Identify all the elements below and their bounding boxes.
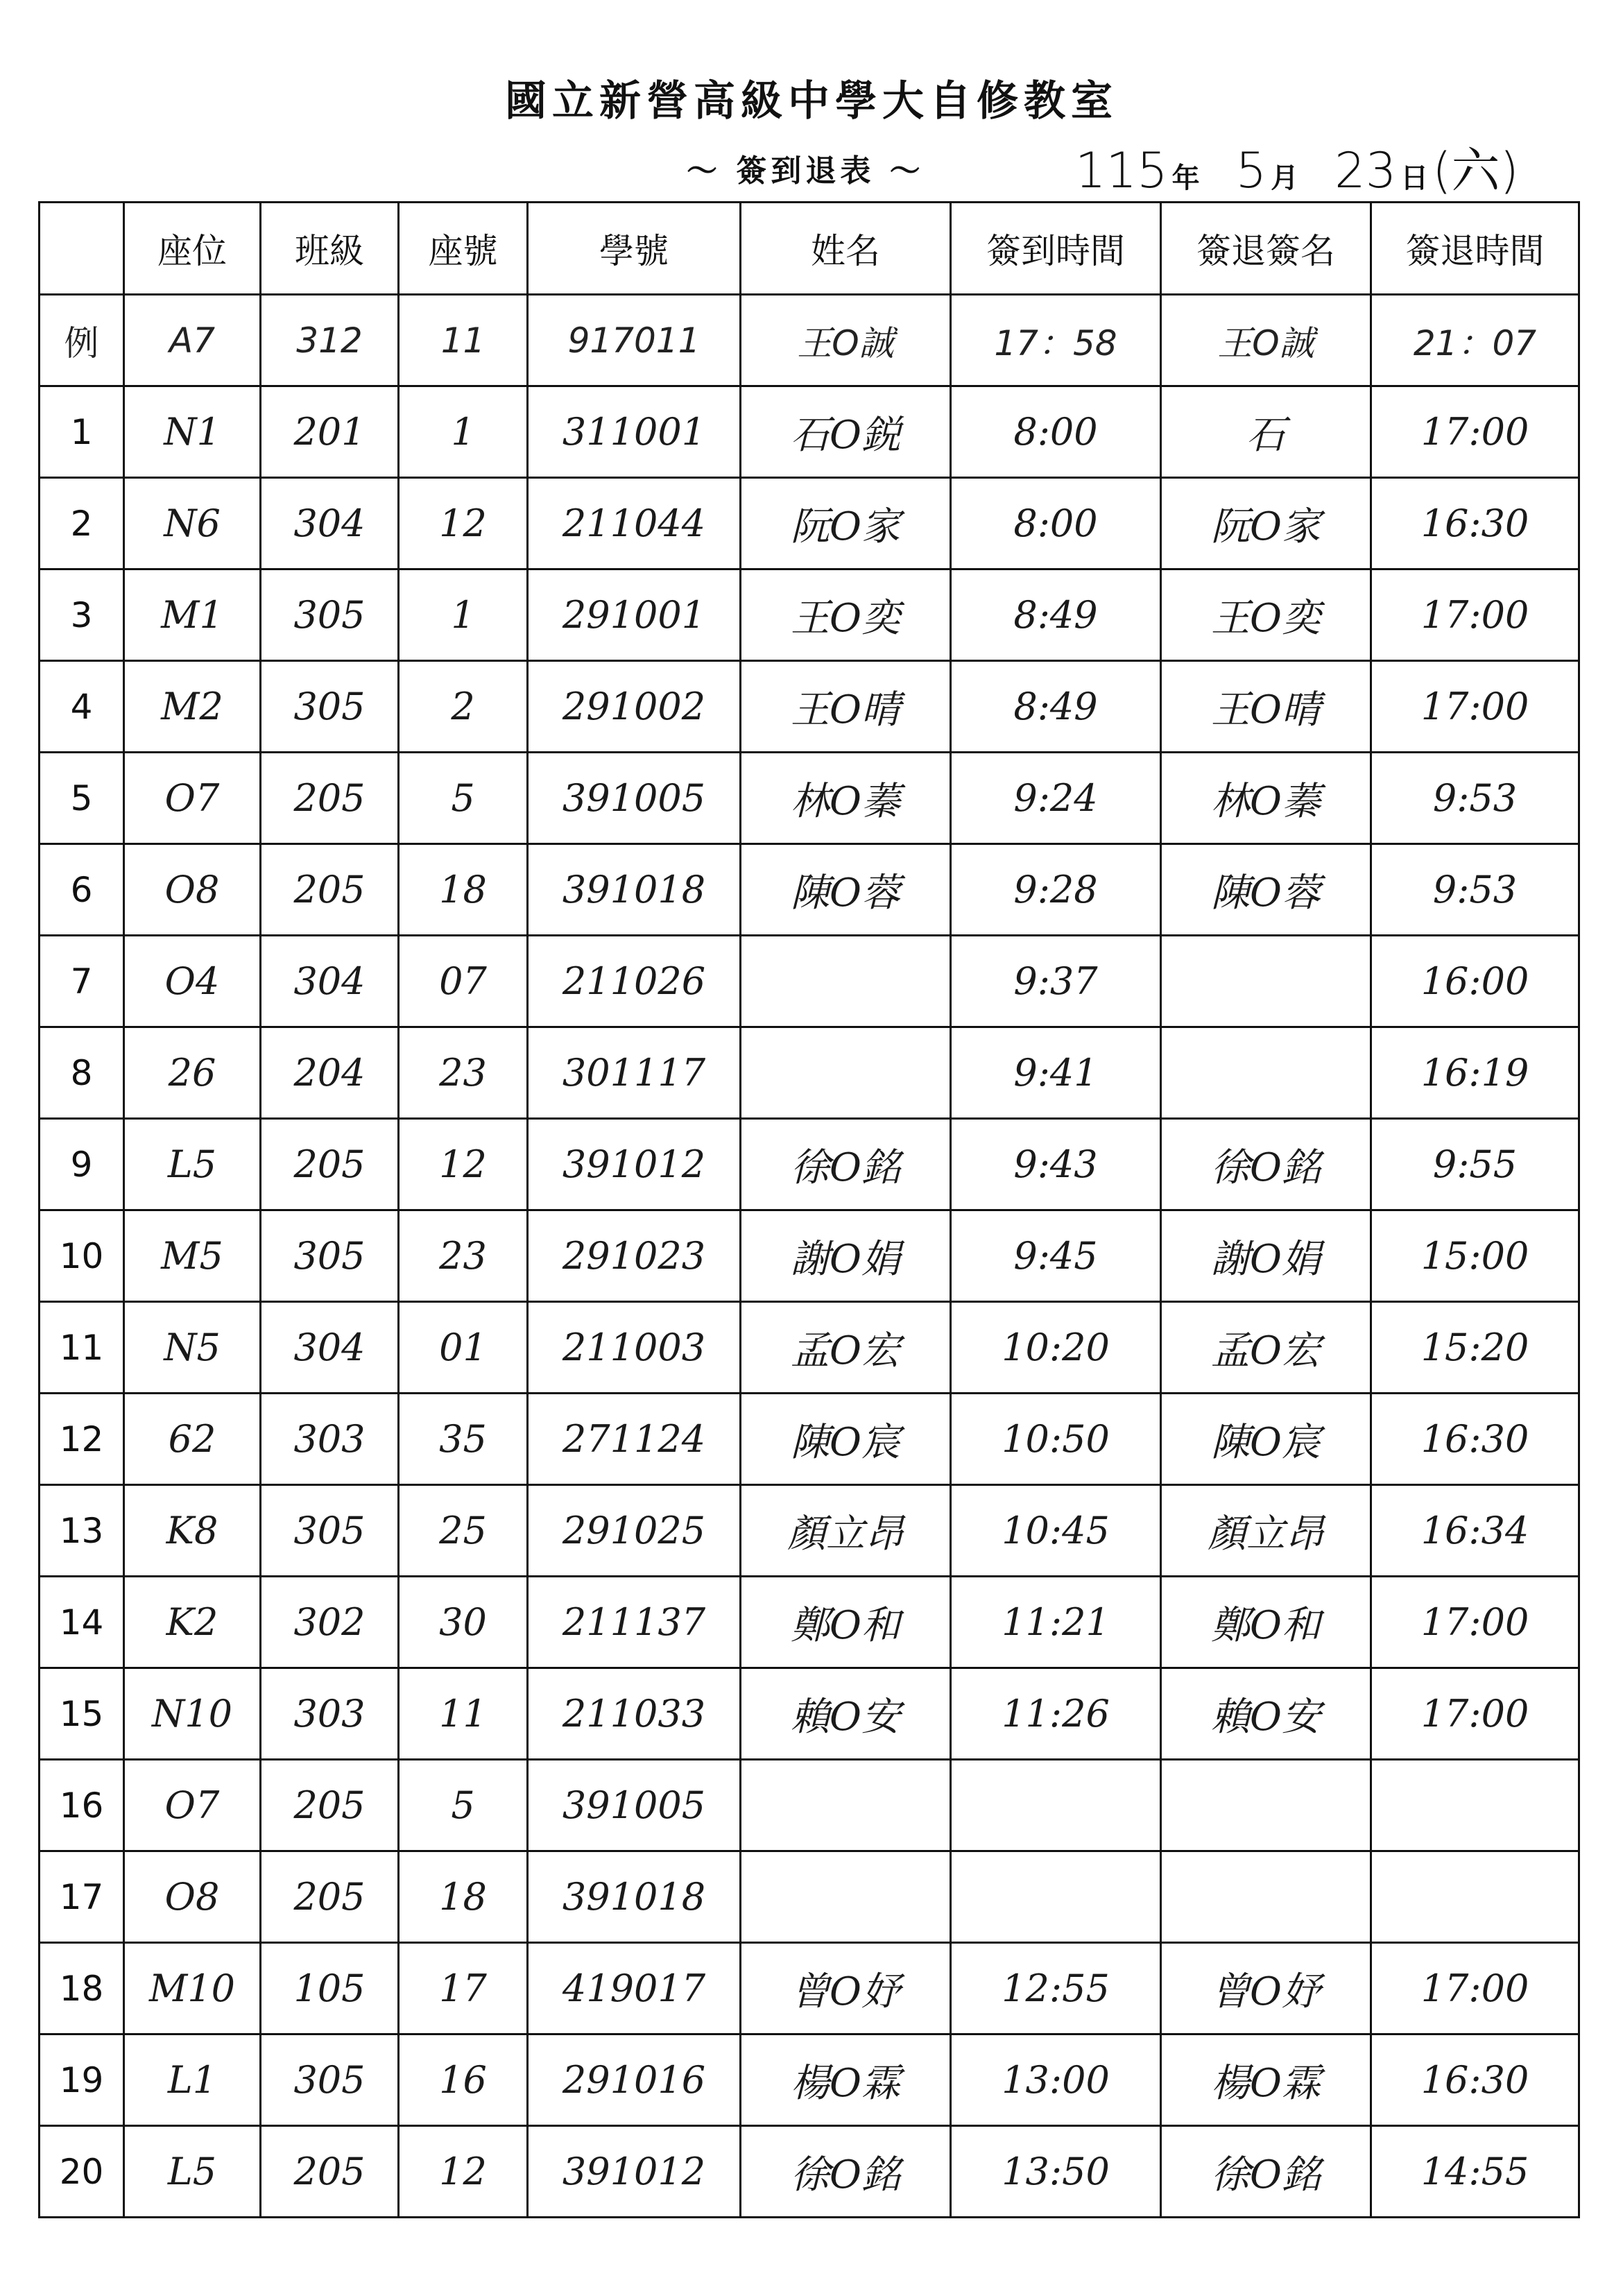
row-number: 17 bbox=[40, 1851, 124, 1943]
sign-out-signature-cell: 陳O宸 bbox=[1161, 1394, 1371, 1485]
sign-out-time-cell: 17:00 bbox=[1371, 1668, 1579, 1760]
name-cell: 徐O銘 bbox=[741, 2126, 951, 2218]
sign-out-time-cell: 17:00 bbox=[1371, 1943, 1579, 2034]
class-cell: 303 bbox=[261, 1668, 399, 1760]
row-number: 9 bbox=[40, 1119, 124, 1210]
date-year-label: 年 bbox=[1171, 162, 1200, 194]
seat-no-cell: 30 bbox=[399, 1577, 528, 1668]
sign-in-time-cell: 13:50 bbox=[951, 2126, 1161, 2218]
seat-no-cell: 18 bbox=[399, 1851, 528, 1943]
name-cell: 林O蓁 bbox=[741, 753, 951, 844]
name-cell: 陳O宸 bbox=[741, 1394, 951, 1485]
student-id-cell: 291025 bbox=[528, 1485, 741, 1577]
table-row bbox=[40, 1119, 1579, 1210]
class-cell: 205 bbox=[261, 844, 399, 936]
col-student-id: 學號 bbox=[528, 203, 741, 295]
student-id-cell: 311001 bbox=[528, 386, 741, 478]
sign-in-time-cell: 8:49 bbox=[951, 661, 1161, 753]
col-class: 班級 bbox=[261, 203, 399, 295]
date-month-label: 月 bbox=[1271, 162, 1299, 194]
date-day-label: 日 bbox=[1400, 162, 1429, 194]
sign-out-signature-cell bbox=[1161, 1760, 1371, 1851]
col-sign-in-time: 簽到時間 bbox=[951, 203, 1161, 295]
table-row bbox=[40, 1668, 1579, 1760]
class-cell: 205 bbox=[261, 1760, 399, 1851]
row-number: 13 bbox=[40, 1485, 124, 1577]
example-sign-in-time: 17：58 bbox=[951, 295, 1161, 386]
table-row bbox=[40, 1577, 1579, 1668]
sign-out-signature-cell bbox=[1161, 1851, 1371, 1943]
col-sign-out-signature: 簽退簽名 bbox=[1161, 203, 1371, 295]
sign-out-time-cell: 9:53 bbox=[1371, 753, 1579, 844]
class-cell: 204 bbox=[261, 1027, 399, 1119]
sign-in-time-cell: 10:20 bbox=[951, 1302, 1161, 1394]
name-cell: 曾O妤 bbox=[741, 1943, 951, 2034]
class-cell: 205 bbox=[261, 1119, 399, 1210]
table-row bbox=[40, 1027, 1579, 1119]
col-seat: 座位 bbox=[124, 203, 261, 295]
student-id-cell: 211026 bbox=[528, 936, 741, 1027]
name-cell: 陳O蓉 bbox=[741, 844, 951, 936]
seat-no-cell: 17 bbox=[399, 1943, 528, 2034]
seat-cell: K8 bbox=[124, 1485, 261, 1577]
sign-out-signature-cell: 徐O銘 bbox=[1161, 2126, 1371, 2218]
sign-in-time-cell bbox=[951, 1760, 1161, 1851]
student-id-cell: 291023 bbox=[528, 1210, 741, 1302]
sign-in-time-cell: 13:00 bbox=[951, 2034, 1161, 2126]
sign-in-time-cell: 11:26 bbox=[951, 1668, 1161, 1760]
sign-out-time-cell: 9:55 bbox=[1371, 1119, 1579, 1210]
table-row bbox=[40, 753, 1579, 844]
header-row bbox=[40, 203, 1579, 295]
class-cell: 304 bbox=[261, 1302, 399, 1394]
table-row bbox=[40, 1210, 1579, 1302]
name-cell bbox=[741, 1851, 951, 1943]
seat-cell: O7 bbox=[124, 1760, 261, 1851]
seat-no-cell: 23 bbox=[399, 1210, 528, 1302]
class-cell: 305 bbox=[261, 661, 399, 753]
example-label: 例 bbox=[40, 295, 124, 386]
sign-in-time-cell: 12:55 bbox=[951, 1943, 1161, 2034]
seat-cell: 62 bbox=[124, 1394, 261, 1485]
name-cell bbox=[741, 936, 951, 1027]
sign-out-signature-cell: 陳O蓉 bbox=[1161, 844, 1371, 936]
name-cell: 賴O安 bbox=[741, 1668, 951, 1760]
seat-no-cell: 25 bbox=[399, 1485, 528, 1577]
table-row bbox=[40, 569, 1579, 661]
sign-out-signature-cell: 阮O家 bbox=[1161, 478, 1371, 569]
row-number: 16 bbox=[40, 1760, 124, 1851]
sign-out-time-cell: 16:34 bbox=[1371, 1485, 1579, 1577]
sign-out-time-cell: 17:00 bbox=[1371, 569, 1579, 661]
sign-in-time-cell: 8:49 bbox=[951, 569, 1161, 661]
table-row bbox=[40, 1760, 1579, 1851]
seat-no-cell: 5 bbox=[399, 753, 528, 844]
row-number: 5 bbox=[40, 753, 124, 844]
table-row bbox=[40, 478, 1579, 569]
sign-out-signature-cell: 顏立昂 bbox=[1161, 1485, 1371, 1577]
seat-cell: M5 bbox=[124, 1210, 261, 1302]
sign-in-time-cell: 9:43 bbox=[951, 1119, 1161, 1210]
table-row bbox=[40, 1943, 1579, 2034]
table-row bbox=[40, 1302, 1579, 1394]
class-cell: 205 bbox=[261, 1851, 399, 1943]
example-sign-out-signature: 王O誠 bbox=[1161, 295, 1371, 386]
seat-cell: N5 bbox=[124, 1302, 261, 1394]
sign-out-time-cell: 16:00 bbox=[1371, 936, 1579, 1027]
sign-out-time-cell bbox=[1371, 1851, 1579, 1943]
class-cell: 305 bbox=[261, 569, 399, 661]
seat-cell: L5 bbox=[124, 1119, 261, 1210]
table-row bbox=[40, 936, 1579, 1027]
class-cell: 201 bbox=[261, 386, 399, 478]
student-id-cell: 291001 bbox=[528, 569, 741, 661]
col-sign-out-time: 簽退時間 bbox=[1371, 203, 1579, 295]
student-id-cell: 271124 bbox=[528, 1394, 741, 1485]
example-name: 王O誠 bbox=[741, 295, 951, 386]
student-id-cell: 211044 bbox=[528, 478, 741, 569]
student-id-cell: 291002 bbox=[528, 661, 741, 753]
student-id-cell: 291016 bbox=[528, 2034, 741, 2126]
sign-out-signature-cell: 王O奕 bbox=[1161, 569, 1371, 661]
seat-no-cell: 1 bbox=[399, 569, 528, 661]
sign-in-time-cell: 9:28 bbox=[951, 844, 1161, 936]
row-number: 2 bbox=[40, 478, 124, 569]
table-row bbox=[40, 844, 1579, 936]
row-number: 14 bbox=[40, 1577, 124, 1668]
seat-no-cell: 12 bbox=[399, 478, 528, 569]
student-id-cell: 391005 bbox=[528, 1760, 741, 1851]
sign-out-signature-cell bbox=[1161, 1027, 1371, 1119]
row-number: 7 bbox=[40, 936, 124, 1027]
sign-in-time-cell: 11:21 bbox=[951, 1577, 1161, 1668]
sign-in-time-cell: 10:45 bbox=[951, 1485, 1161, 1577]
student-id-cell: 419017 bbox=[528, 1943, 741, 2034]
sign-in-time-cell: 8:00 bbox=[951, 386, 1161, 478]
table-row bbox=[40, 386, 1579, 478]
sign-in-time-cell: 10:50 bbox=[951, 1394, 1161, 1485]
row-number: 8 bbox=[40, 1027, 124, 1119]
example-seat-no: 11 bbox=[399, 295, 528, 386]
sign-out-time-cell: 15:20 bbox=[1371, 1302, 1579, 1394]
name-cell: 徐O銘 bbox=[741, 1119, 951, 1210]
sign-in-time-cell: 9:41 bbox=[951, 1027, 1161, 1119]
sign-in-table bbox=[38, 201, 1580, 2218]
sign-out-signature-cell bbox=[1161, 936, 1371, 1027]
class-cell: 205 bbox=[261, 753, 399, 844]
seat-cell: M2 bbox=[124, 661, 261, 753]
class-cell: 205 bbox=[261, 2126, 399, 2218]
class-cell: 302 bbox=[261, 1577, 399, 1668]
col-seat-no: 座號 bbox=[399, 203, 528, 295]
name-cell: 顏立昂 bbox=[741, 1485, 951, 1577]
table-row bbox=[40, 2126, 1579, 2218]
class-cell: 304 bbox=[261, 936, 399, 1027]
seat-no-cell: 16 bbox=[399, 2034, 528, 2126]
date-day: 23 bbox=[1334, 142, 1397, 199]
example-sign-out-time: 21：07 bbox=[1371, 295, 1579, 386]
sign-out-signature-cell: 曾O妤 bbox=[1161, 1943, 1371, 2034]
seat-no-cell: 18 bbox=[399, 844, 528, 936]
sign-out-signature-cell: 王O晴 bbox=[1161, 661, 1371, 753]
example-seat: A7 bbox=[124, 295, 261, 386]
table-row bbox=[40, 661, 1579, 753]
row-number: 15 bbox=[40, 1668, 124, 1760]
seat-cell: N10 bbox=[124, 1668, 261, 1760]
seat-no-cell: 07 bbox=[399, 936, 528, 1027]
name-cell: 楊O霖 bbox=[741, 2034, 951, 2126]
row-number: 19 bbox=[40, 2034, 124, 2126]
date-year: 115 bbox=[1075, 142, 1168, 199]
example-student-id: 917011 bbox=[528, 295, 741, 386]
table-row bbox=[40, 1851, 1579, 1943]
sign-out-time-cell: 16:30 bbox=[1371, 478, 1579, 569]
student-id-cell: 391012 bbox=[528, 1119, 741, 1210]
sign-in-time-cell bbox=[951, 1851, 1161, 1943]
class-cell: 305 bbox=[261, 1210, 399, 1302]
row-number: 1 bbox=[40, 386, 124, 478]
seat-no-cell: 35 bbox=[399, 1394, 528, 1485]
name-cell: 鄭O和 bbox=[741, 1577, 951, 1668]
seat-cell: M10 bbox=[124, 1943, 261, 2034]
seat-cell: N1 bbox=[124, 386, 261, 478]
row-number: 10 bbox=[40, 1210, 124, 1302]
sign-out-signature-cell: 石 bbox=[1161, 386, 1371, 478]
seat-cell: L5 bbox=[124, 2126, 261, 2218]
name-cell: 石O鋭 bbox=[741, 386, 951, 478]
seat-no-cell: 01 bbox=[399, 1302, 528, 1394]
sign-out-signature-cell: 鄭O和 bbox=[1161, 1577, 1371, 1668]
sign-out-time-cell: 16:30 bbox=[1371, 1394, 1579, 1485]
name-cell: 阮O家 bbox=[741, 478, 951, 569]
table-row bbox=[40, 1394, 1579, 1485]
row-number: 20 bbox=[40, 2126, 124, 2218]
sign-in-time-cell: 9:45 bbox=[951, 1210, 1161, 1302]
name-cell bbox=[741, 1027, 951, 1119]
sign-out-time-cell: 16:19 bbox=[1371, 1027, 1579, 1119]
name-cell: 孟O宏 bbox=[741, 1302, 951, 1394]
date-month: 5 bbox=[1235, 142, 1267, 199]
seat-no-cell: 11 bbox=[399, 1668, 528, 1760]
date-weekday: (六) bbox=[1432, 142, 1519, 199]
seat-no-cell: 2 bbox=[399, 661, 528, 753]
sign-out-signature-cell: 林O蓁 bbox=[1161, 753, 1371, 844]
sign-out-signature-cell: 楊O霖 bbox=[1161, 2034, 1371, 2126]
seat-cell: N6 bbox=[124, 478, 261, 569]
row-number: 3 bbox=[40, 569, 124, 661]
student-id-cell: 391012 bbox=[528, 2126, 741, 2218]
sign-out-signature-cell: 孟O宏 bbox=[1161, 1302, 1371, 1394]
seat-cell: L1 bbox=[124, 2034, 261, 2126]
seat-cell: O7 bbox=[124, 753, 261, 844]
student-id-cell: 301117 bbox=[528, 1027, 741, 1119]
sign-out-time-cell bbox=[1371, 1760, 1579, 1851]
sign-out-signature-cell: 徐O銘 bbox=[1161, 1119, 1371, 1210]
seat-cell: O8 bbox=[124, 844, 261, 936]
table-row bbox=[40, 1485, 1579, 1577]
class-cell: 305 bbox=[261, 2034, 399, 2126]
sign-out-time-cell: 14:55 bbox=[1371, 2126, 1579, 2218]
row-number: 11 bbox=[40, 1302, 124, 1394]
student-id-cell: 391018 bbox=[528, 1851, 741, 1943]
sign-in-time-cell: 9:37 bbox=[951, 936, 1161, 1027]
row-number: 6 bbox=[40, 844, 124, 936]
sign-out-time-cell: 15:00 bbox=[1371, 1210, 1579, 1302]
seat-cell: 26 bbox=[124, 1027, 261, 1119]
sign-out-time-cell: 16:30 bbox=[1371, 2034, 1579, 2126]
seat-cell: O4 bbox=[124, 936, 261, 1027]
row-number: 18 bbox=[40, 1943, 124, 2034]
name-cell: 王O晴 bbox=[741, 661, 951, 753]
sign-out-signature-cell: 賴O安 bbox=[1161, 1668, 1371, 1760]
seat-no-cell: 12 bbox=[399, 2126, 528, 2218]
table-row bbox=[40, 2034, 1579, 2126]
seat-cell: K2 bbox=[124, 1577, 261, 1668]
student-id-cell: 211137 bbox=[528, 1577, 741, 1668]
date-line bbox=[1075, 132, 1519, 199]
sign-out-time-cell: 17:00 bbox=[1371, 1577, 1579, 1668]
name-cell: 謝O娟 bbox=[741, 1210, 951, 1302]
sign-out-time-cell: 17:00 bbox=[1371, 661, 1579, 753]
class-cell: 303 bbox=[261, 1394, 399, 1485]
example-class: 312 bbox=[261, 295, 399, 386]
class-cell: 105 bbox=[261, 1943, 399, 2034]
name-cell bbox=[741, 1760, 951, 1851]
student-id-cell: 211003 bbox=[528, 1302, 741, 1394]
row-number: 12 bbox=[40, 1394, 124, 1485]
col-index bbox=[40, 203, 124, 295]
class-cell: 304 bbox=[261, 478, 399, 569]
class-cell: 305 bbox=[261, 1485, 399, 1577]
sign-out-time-cell: 9:53 bbox=[1371, 844, 1579, 936]
student-id-cell: 391005 bbox=[528, 753, 741, 844]
seat-cell: O8 bbox=[124, 1851, 261, 1943]
seat-no-cell: 5 bbox=[399, 1760, 528, 1851]
page-subtitle: ～ 簽到退表 ～ bbox=[687, 153, 925, 189]
student-id-cell: 391018 bbox=[528, 844, 741, 936]
student-id-cell: 211033 bbox=[528, 1668, 741, 1760]
seat-no-cell: 23 bbox=[399, 1027, 528, 1119]
row-number: 4 bbox=[40, 661, 124, 753]
seat-cell: M1 bbox=[124, 569, 261, 661]
page-title: 國立新營高級中學大自修教室 bbox=[505, 77, 1118, 126]
seat-no-cell: 1 bbox=[399, 386, 528, 478]
name-cell: 王O奕 bbox=[741, 569, 951, 661]
sign-out-signature-cell: 謝O娟 bbox=[1161, 1210, 1371, 1302]
col-name: 姓名 bbox=[741, 203, 951, 295]
sign-in-time-cell: 8:00 bbox=[951, 478, 1161, 569]
sign-out-time-cell: 17:00 bbox=[1371, 386, 1579, 478]
seat-no-cell: 12 bbox=[399, 1119, 528, 1210]
sign-in-time-cell: 9:24 bbox=[951, 753, 1161, 844]
example-row bbox=[40, 295, 1579, 386]
